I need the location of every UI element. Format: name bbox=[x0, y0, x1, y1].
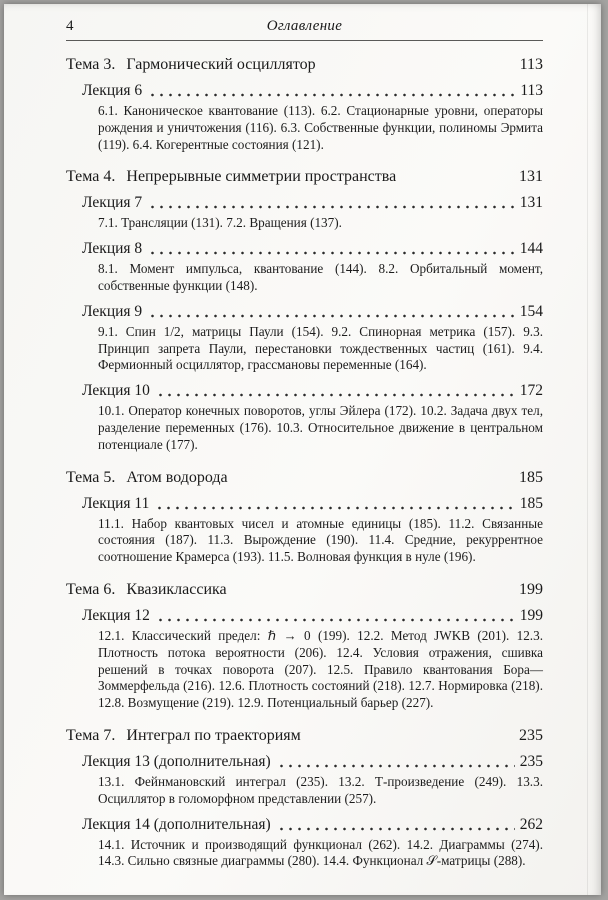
lecture-page-number: 131 bbox=[519, 194, 543, 212]
lecture-page-number: 113 bbox=[520, 82, 543, 99]
lecture-details: 10.1. Оператор конечных поворотов, углы Эйлера (172). 10.2. Задача двух тел, разделение переменных (176). 10.3. Относительное движение в центральном потенциале (177). bbox=[98, 403, 543, 452]
lecture-line bbox=[82, 240, 543, 258]
lecture-details: 14.1. Источник и производящий функционал (262). 14.2. Диаграммы (274). 14.3. Сильно связные диаграммы (280). 14.4. Функционал 𝒮-матрицы (288). bbox=[98, 836, 543, 869]
dot-leader bbox=[151, 251, 515, 255]
lecture-page-number: 172 bbox=[519, 382, 543, 400]
toc-theme-row bbox=[66, 56, 543, 74]
dot-leader bbox=[159, 618, 515, 622]
theme-page-number: 113 bbox=[519, 56, 543, 73]
toc-lecture-row bbox=[66, 495, 543, 566]
theme-title: Атом водорода bbox=[126, 468, 228, 486]
theme-label: Тема 3. bbox=[66, 56, 116, 73]
dot-leader bbox=[151, 93, 515, 97]
lecture-title: Лекция 12 bbox=[82, 606, 150, 624]
toc-lecture-row bbox=[66, 607, 543, 712]
toc-theme-row bbox=[66, 727, 543, 745]
lecture-details: 6.1. Каноническое квантование (113). 6.2. Стационарные уровни, операторы рождения и уничтожения (116). 6.3. Собственные функции, полиномы Эрмита (119). 6.4. Когерентные состояния (121). bbox=[98, 103, 543, 152]
theme-label: Тема 6. bbox=[66, 580, 116, 598]
dot-leader bbox=[280, 764, 515, 768]
toc-theme-row bbox=[66, 469, 543, 487]
dot-leader bbox=[151, 205, 515, 209]
theme-page-number: 185 bbox=[519, 468, 543, 486]
book-page bbox=[4, 4, 601, 895]
toc-lecture-row bbox=[66, 753, 543, 808]
lecture-details: 8.1. Момент импульса, квантование (144). 8.2. Орбитальный момент, собственные функции (148). bbox=[98, 261, 543, 293]
page-content bbox=[4, 4, 601, 870]
lecture-title: Лекция 9 bbox=[82, 302, 143, 320]
lecture-page-number: 199 bbox=[519, 606, 543, 624]
lecture-details: 7.1. Трансляции (131). 7.2. Вращения (137). bbox=[98, 215, 342, 231]
lecture-title: Лекция 10 bbox=[82, 382, 150, 400]
theme-page-number: 131 bbox=[519, 168, 543, 186]
theme-label: Тема 5. bbox=[66, 468, 116, 486]
lecture-page-number: 154 bbox=[519, 302, 543, 320]
toc-lecture-row bbox=[66, 82, 543, 153]
lecture-title: Лекция 8 bbox=[82, 240, 143, 258]
lecture-page-number: 144 bbox=[519, 240, 543, 258]
lecture-page-number: 262 bbox=[519, 815, 543, 833]
lecture-line bbox=[82, 303, 543, 321]
toc-lecture-row bbox=[66, 194, 543, 232]
theme-page-number: 199 bbox=[519, 580, 543, 598]
lecture-page-number: 235 bbox=[519, 752, 543, 770]
lecture-title: Лекция 7 bbox=[82, 194, 143, 212]
lecture-title: Лекция 11 bbox=[82, 494, 150, 512]
toc-lecture-row bbox=[66, 816, 543, 871]
lecture-details: 9.1. Спин 1/2, матрицы Паули (154). 9.2. Спинорная метрика (157). 9.3. Принцип запрета Паули, перестановки тождественных частиц (161). 9.4. Фермионный осциллятор, грассмановы переменные (164). bbox=[98, 323, 543, 373]
lecture-line bbox=[82, 82, 543, 100]
theme-label: Тема 4. bbox=[66, 168, 116, 186]
page-header bbox=[66, 18, 543, 40]
dot-leader bbox=[280, 827, 515, 831]
dot-leader bbox=[151, 314, 515, 318]
toc-theme-row bbox=[66, 581, 543, 599]
lecture-line bbox=[82, 816, 543, 834]
theme-title: Квазиклассика bbox=[126, 580, 227, 598]
theme-title: Интеграл по траекториям bbox=[126, 726, 301, 744]
lecture-details: 11.1. Набор квантовых чисел и атомные единицы (185). 11.2. Связанные состояния (187). 11.3. Вырождение (190). 11.4. Средние, рекуррентное соотношение Крамерса (193). 11.5. Волновая функция в нуле (196). bbox=[98, 515, 543, 565]
lecture-line bbox=[82, 495, 543, 513]
lecture-title: Лекция 6 bbox=[82, 82, 143, 99]
toc-lecture-row bbox=[66, 382, 543, 453]
lecture-line bbox=[82, 753, 543, 771]
dot-leader bbox=[159, 393, 515, 397]
theme-title: Гармонический осциллятор bbox=[126, 56, 316, 73]
toc-theme-row bbox=[66, 168, 543, 186]
running-header-title: Оглавление bbox=[266, 18, 343, 34]
toc-lecture-row bbox=[66, 303, 543, 374]
folio-page-number: 4 bbox=[66, 18, 74, 34]
lecture-line bbox=[82, 382, 543, 400]
lecture-page-number: 185 bbox=[519, 494, 543, 512]
toc-lecture-row bbox=[66, 240, 543, 295]
theme-page-number: 235 bbox=[519, 726, 543, 744]
lecture-line bbox=[82, 194, 543, 212]
lecture-title: Лекция 13 (дополнительная) bbox=[82, 752, 271, 770]
theme-label: Тема 7. bbox=[66, 726, 116, 744]
dot-leader bbox=[158, 506, 514, 510]
lecture-title: Лекция 14 (дополнительная) bbox=[82, 815, 271, 833]
lecture-details: 12.1. Классический предел: ℏ → 0 (199). 12.2. Метод JWKB (201). 12.3. Плотность потока вероятности (206). 12.4. Условия отражения, сшивка решений в точках поворота (207). 12.5. Правило квантования Бора—Зоммерфельда (216). 12.6. Плотность состояний (218). 12.7. Нормировка (218). 12.8. Возмущение (219). 12.9. Потенциальный барьер (227). bbox=[98, 627, 543, 711]
theme-title: Непрерывные симметрии пространства bbox=[126, 168, 397, 186]
lecture-details: 13.1. Фейнмановский интеграл (235). 13.2. Т-произведение (249). 13.3. Осциллятор в голоморфном представлении (257). bbox=[98, 773, 543, 806]
header-rule bbox=[66, 40, 543, 41]
lecture-line bbox=[82, 607, 543, 625]
